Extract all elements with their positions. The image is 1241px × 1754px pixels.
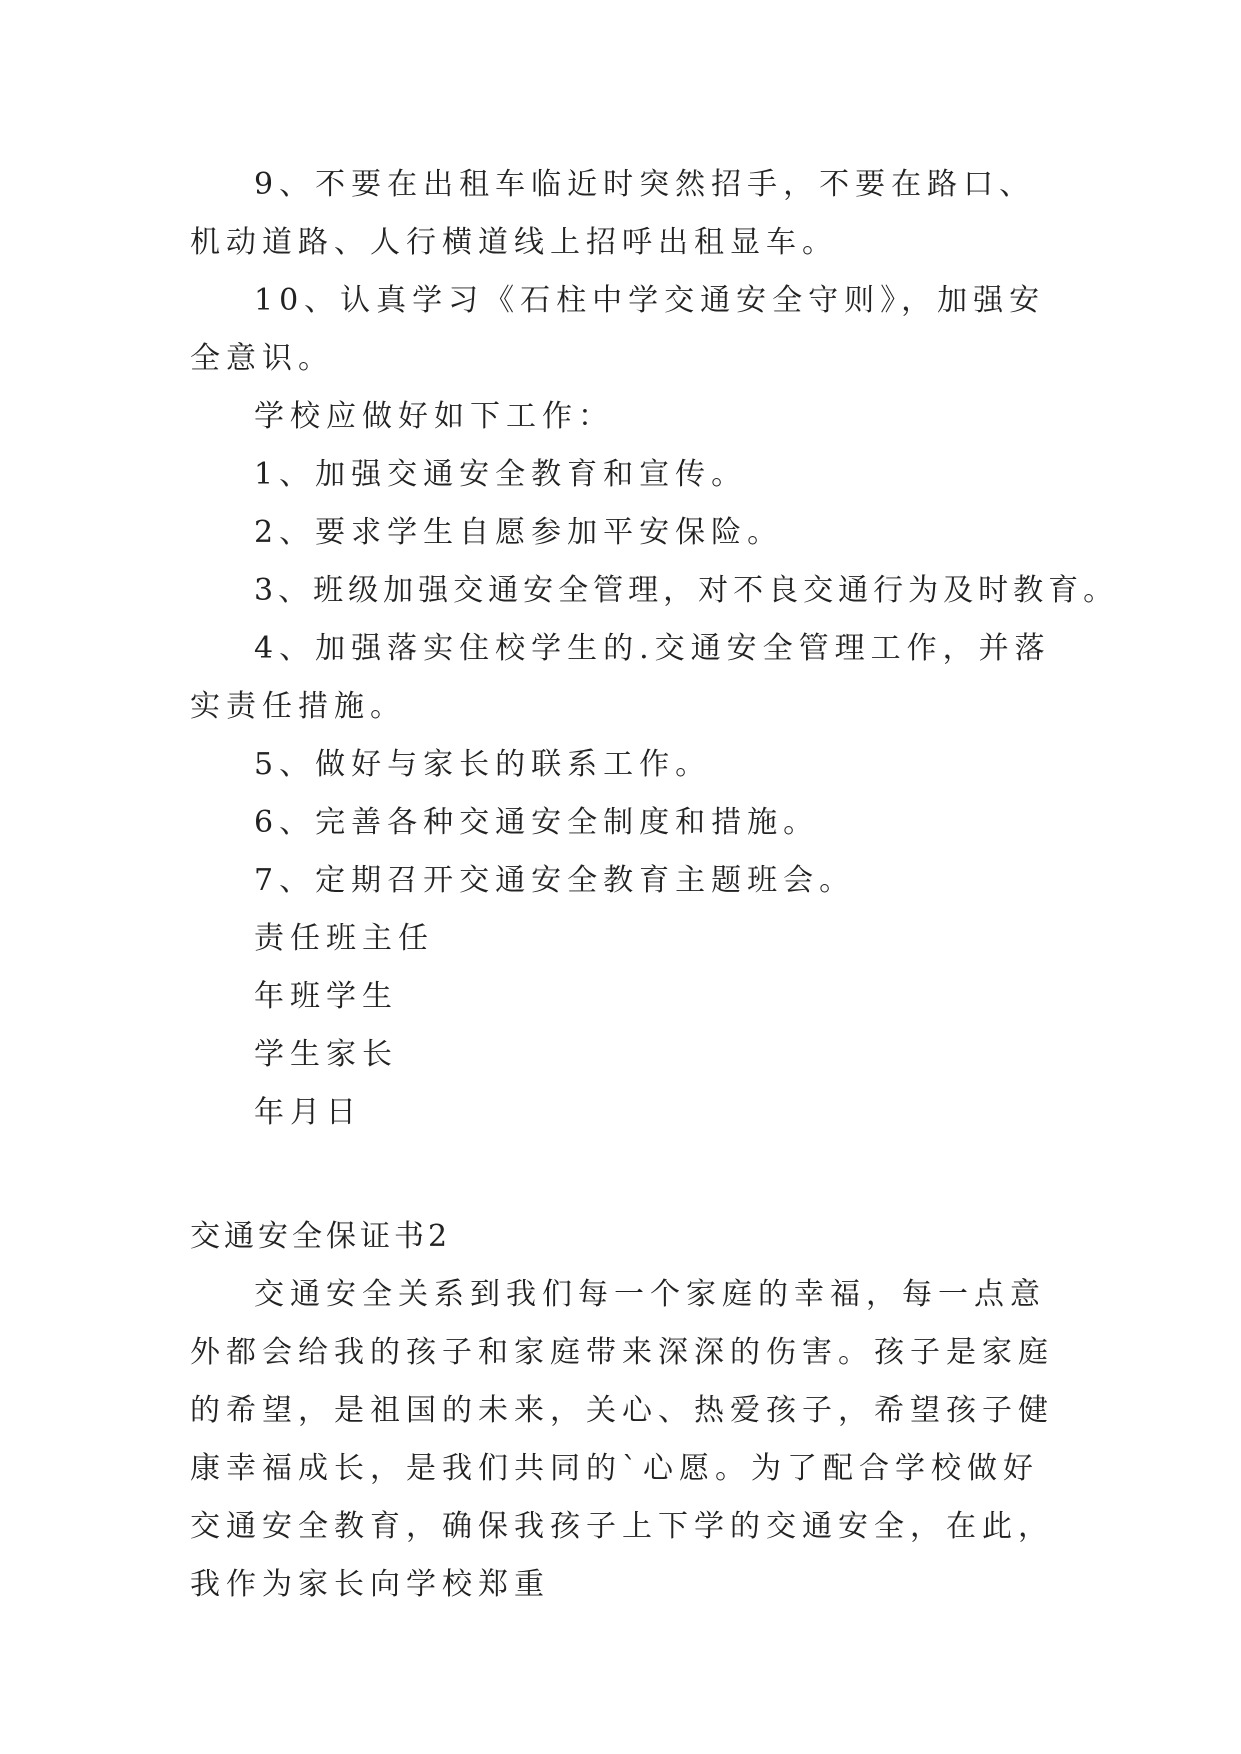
school-item-1: 1、加强交通安全教育和宣传。	[254, 457, 748, 492]
signature-student: 年班学生	[254, 979, 398, 1014]
school-item-6: 6、完善各种交通安全制度和措施。	[254, 805, 820, 840]
signature-teacher: 责任班主任	[254, 921, 434, 956]
signature-parent: 学生家长	[254, 1037, 398, 1072]
item-9: 9、不要在出租车临近时突然招手，不要在路口、机动道路、人行横道线上招呼出租显车。	[190, 167, 1036, 260]
item-10: 10、认真学习《石柱中学交通安全守则》，加强安全意识。	[190, 283, 1046, 376]
school-intro: 学校应做好如下工作：	[254, 399, 614, 434]
school-item-7: 7、定期召开交通安全教育主题班会。	[254, 863, 856, 898]
section2-body: 交通安全关系到我们每一个家庭的幸福，每一点意外都会给我的孩子和家庭带来深深的伤害。孩子是家庭的希望，是祖国的未来，关心、热爱孩子，希望孩子健康幸福成长，是我们共同的`心愿。为了配合学校做好交通安全教育，确保我孩子上下学的交通安全，在此，我作为家长向学校郑重	[190, 1277, 1054, 1602]
school-item-2: 2、要求学生自愿参加平安保险。	[254, 515, 784, 550]
signature-date: 年月日	[254, 1095, 362, 1130]
school-item-3: 3、班级加强交通安全管理，对不良交通行为及时教育。	[254, 573, 1119, 608]
school-item-4: 4、加强落实住校学生的.交通安全管理工作，并落实责任措施。	[190, 631, 1051, 724]
school-item-5: 5、做好与家长的联系工作。	[254, 747, 712, 782]
section-title: 交通安全保证书2	[190, 1219, 452, 1254]
